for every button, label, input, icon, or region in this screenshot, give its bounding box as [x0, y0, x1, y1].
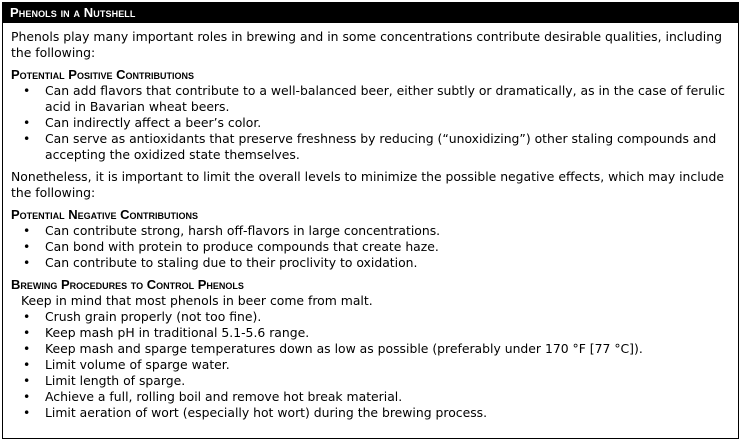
list-item-text: Limit aeration of wort (especially hot wort) during the brewing process.	[45, 405, 488, 420]
list-item	[11, 341, 730, 357]
bullet-icon: •	[23, 255, 31, 270]
list-item-text: Can add flavors that contribute to a well-balanced beer, either subtly or dramatically, as in the case of ferulic acid in Bavarian wheat beers.	[45, 83, 725, 114]
list-item	[11, 255, 730, 271]
list-item-text: Can bond with protein to produce compounds that create haze.	[45, 239, 439, 254]
bullet-icon: •	[23, 239, 31, 254]
list-item-text: Can serve as antioxidants that preserve freshness by reducing (“unoxidizing”) other staling compounds and accepting the oxidized state themselves.	[45, 131, 717, 162]
middle-paragraph: Nonetheless, it is important to limit the overall levels to minimize the possible negative effects, which may include the following:	[11, 169, 724, 200]
bullet-icon: •	[23, 83, 31, 98]
list-item	[11, 357, 730, 373]
sidebar-box	[2, 2, 739, 439]
list-item-text: Limit volume of sparge water.	[45, 357, 230, 372]
list-item	[11, 223, 730, 239]
list-item-text: Can indirectly affect a beer’s color.	[45, 115, 262, 130]
bullet-icon: •	[23, 389, 31, 404]
list-item	[11, 83, 730, 115]
box-content	[3, 23, 738, 421]
list-item	[11, 115, 730, 131]
positive-heading: Potential Positive Contributions	[11, 67, 194, 82]
bullet-icon: •	[23, 373, 31, 388]
negative-heading: Potential Negative Contributions	[11, 207, 199, 222]
bullet-icon: •	[23, 115, 31, 130]
list-item	[11, 131, 730, 163]
list-item	[11, 309, 730, 325]
list-item	[11, 373, 730, 389]
procedures-note: Keep in mind that most phenols in beer come from malt.	[21, 293, 373, 308]
negative-list	[11, 223, 730, 271]
bullet-icon: •	[23, 309, 31, 324]
positive-list	[11, 83, 730, 163]
list-item-text: Crush grain properly (not too fine).	[45, 309, 262, 324]
box-title: Phenols in a Nutshell	[3, 3, 738, 23]
procedures-heading: Brewing Procedures to Control Phenols	[11, 277, 244, 292]
list-item-text: Achieve a full, rolling boil and remove hot break material.	[45, 389, 403, 404]
list-item-text: Can contribute strong, harsh off-flavors in large concentrations.	[45, 223, 441, 238]
list-item	[11, 325, 730, 341]
bullet-icon: •	[23, 223, 31, 238]
list-item-text: Keep mash pH in traditional 5.1-5.6 range.	[45, 325, 310, 340]
intro-paragraph: Phenols play many important roles in brewing and in some concentrations contribute desirable qualities, including the following:	[11, 29, 722, 60]
procedures-list	[11, 309, 730, 421]
list-item	[11, 389, 730, 405]
bullet-icon: •	[23, 405, 31, 420]
list-item-text: Keep mash and sparge temperatures down as low as possible (preferably under 170 °F [77 °C]).	[45, 341, 643, 356]
list-item	[11, 405, 730, 421]
list-item-text: Limit length of sparge.	[45, 373, 186, 388]
bullet-icon: •	[23, 341, 31, 356]
bullet-icon: •	[23, 131, 31, 146]
list-item-text: Can contribute to staling due to their proclivity to oxidation.	[45, 255, 418, 270]
bullet-icon: •	[23, 325, 31, 340]
list-item	[11, 239, 730, 255]
bullet-icon: •	[23, 357, 31, 372]
